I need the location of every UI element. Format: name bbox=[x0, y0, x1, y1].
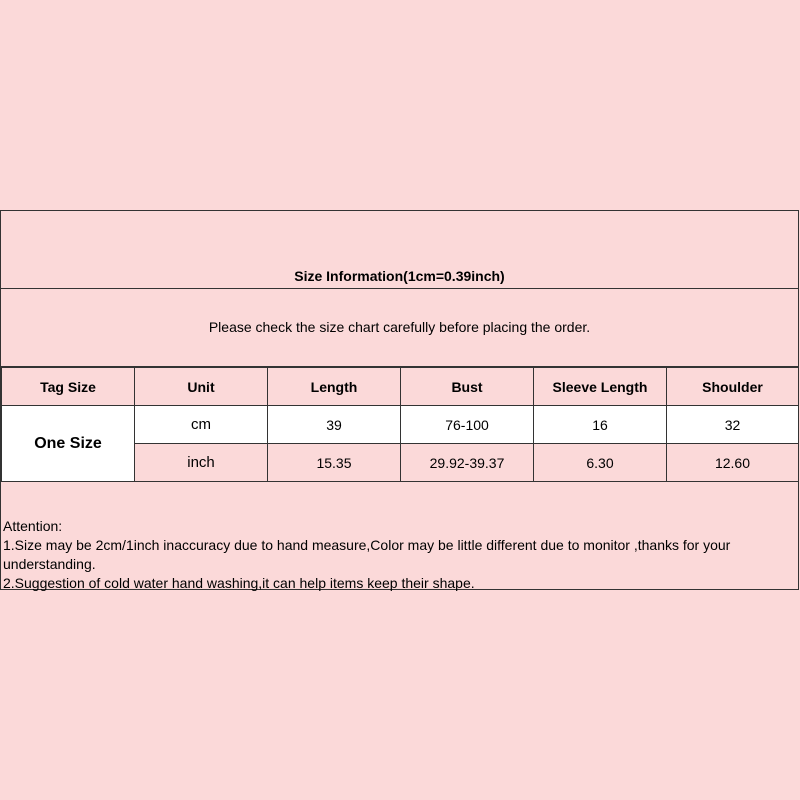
column-header-sleeve-length: Sleeve Length bbox=[534, 368, 667, 406]
attention-heading: Attention: bbox=[3, 518, 63, 534]
size-chart bbox=[0, 210, 799, 590]
column-header-unit: Unit bbox=[135, 368, 268, 406]
length-cell: 39 bbox=[268, 406, 401, 444]
bust-cell: 29.92-39.37 bbox=[401, 444, 534, 482]
attention-notes bbox=[3, 517, 793, 593]
notice-row bbox=[1, 289, 798, 367]
table-header-row bbox=[2, 368, 799, 406]
bust-cell: 76-100 bbox=[401, 406, 534, 444]
unit-cell: cm bbox=[135, 406, 268, 444]
attention-line-2: 2.Suggestion of cold water hand washing,it can help items keep their shape. bbox=[3, 575, 475, 591]
attention-line-1: 1.Size may be 2cm/1inch inaccuracy due to hand measure,Color may be little different due to monitor ,thanks for your bbox=[3, 537, 731, 553]
column-header-length: Length bbox=[268, 368, 401, 406]
size-chart-notice: Please check the size chart carefully before placing the order. bbox=[208, 319, 591, 335]
length-cell: 15.35 bbox=[268, 444, 401, 482]
column-header-tag-size: Tag Size bbox=[2, 368, 135, 406]
sleeve-length-cell: 6.30 bbox=[534, 444, 667, 482]
title-row bbox=[1, 211, 798, 289]
tag-size-cell: One Size bbox=[2, 406, 135, 482]
table-row bbox=[2, 406, 799, 444]
size-chart-title: Size Information(1cm=0.39inch) bbox=[294, 268, 505, 284]
unit-cell: inch bbox=[135, 444, 268, 482]
size-table bbox=[1, 367, 799, 482]
column-header-bust: Bust bbox=[401, 368, 534, 406]
attention-line-1-continued: understanding. bbox=[3, 556, 96, 572]
column-header-shoulder: Shoulder bbox=[667, 368, 799, 406]
shoulder-cell: 12.60 bbox=[667, 444, 799, 482]
shoulder-cell: 32 bbox=[667, 406, 799, 444]
sleeve-length-cell: 16 bbox=[534, 406, 667, 444]
